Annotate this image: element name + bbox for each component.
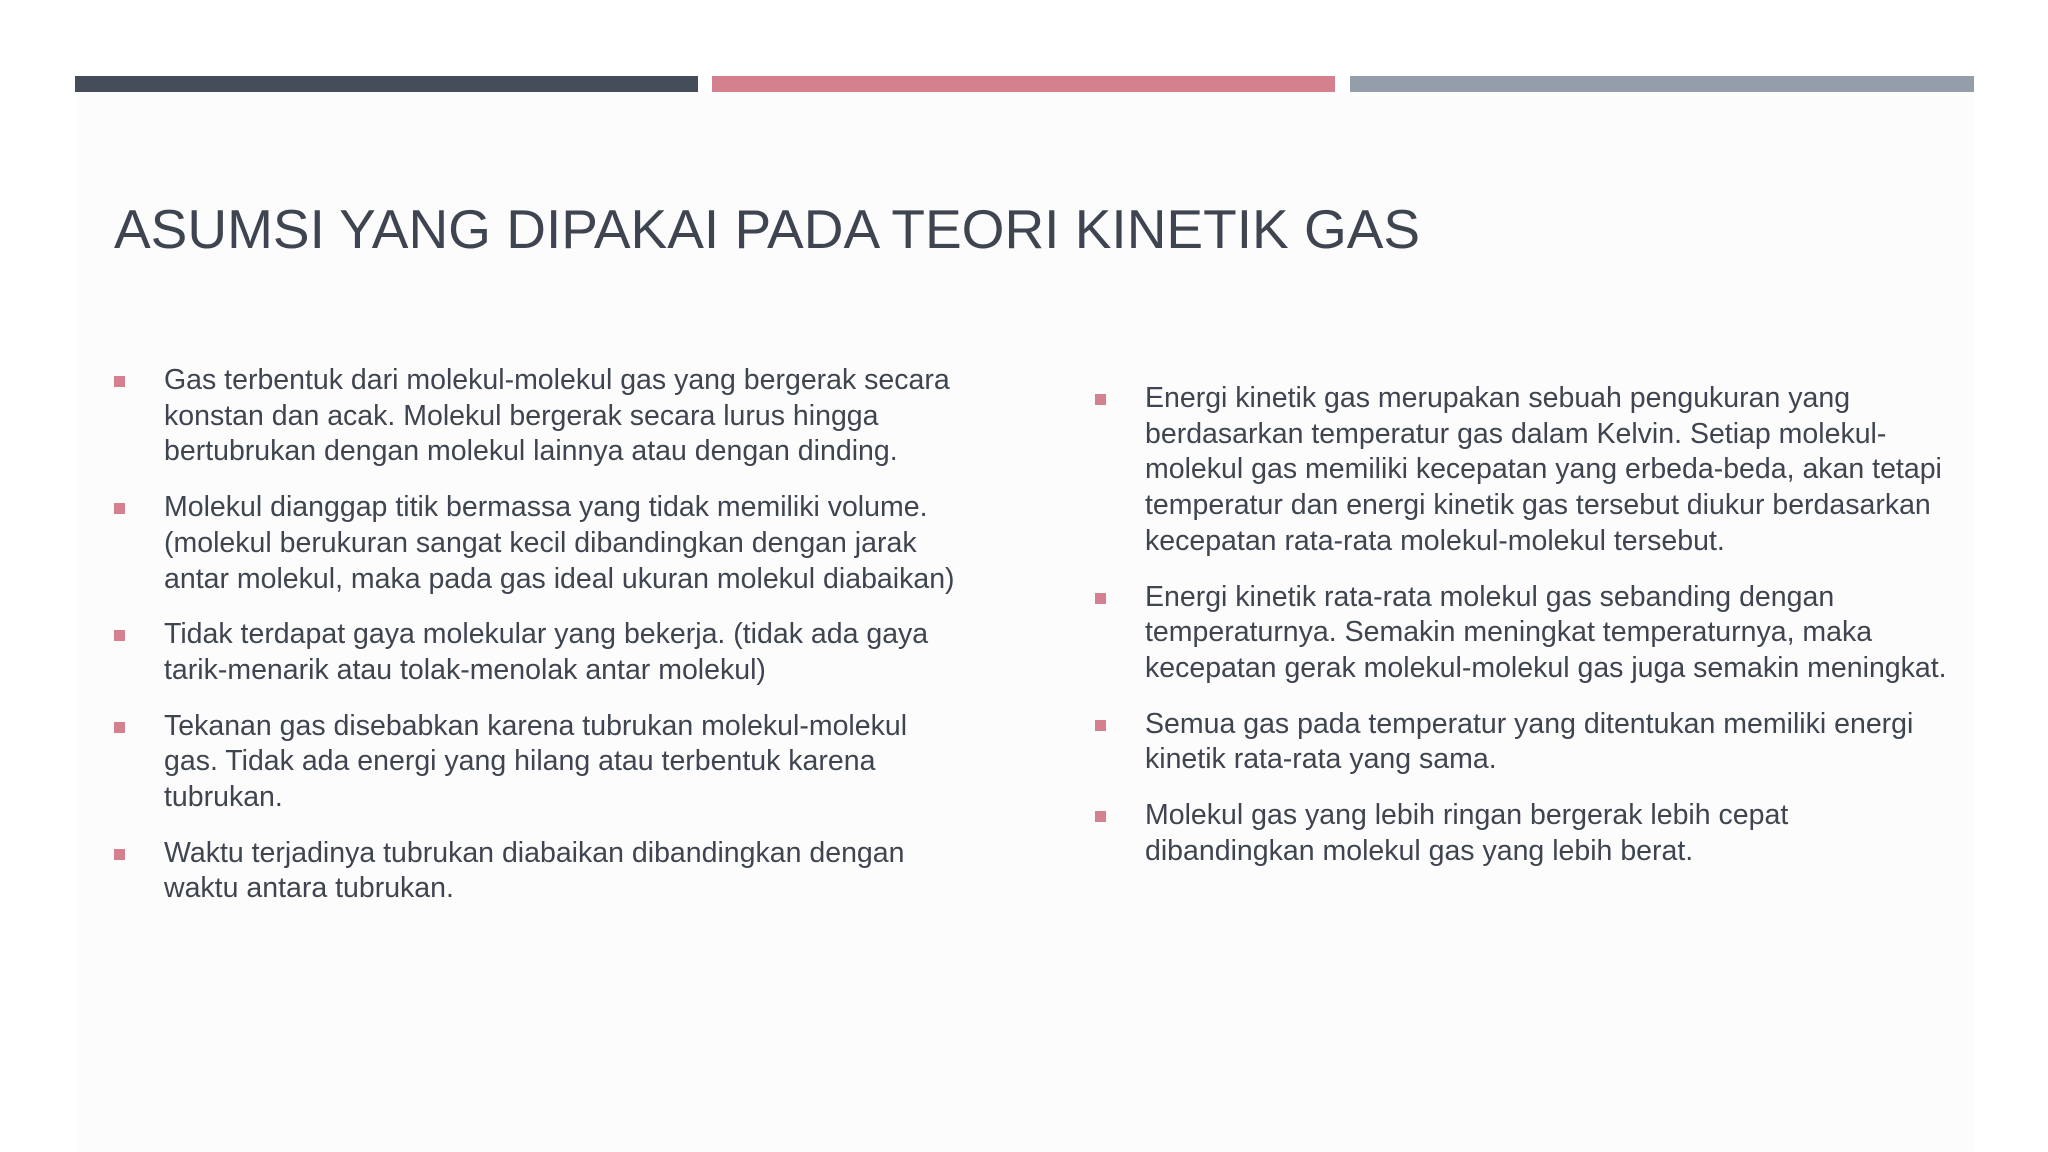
bullet-item — [1095, 798, 1955, 869]
bullet-item — [114, 617, 964, 688]
square-bullet-icon — [1095, 593, 1106, 604]
bullet-item — [114, 490, 964, 597]
square-bullet-icon — [1095, 811, 1106, 822]
bullet-item — [1095, 381, 1955, 560]
accent-bar-pink — [712, 76, 1335, 92]
bullet-text: Molekul dianggap titik bermassa yang tidak memiliki volume. (molekul berukuran sangat kecil dibandingkan dengan jarak antar molekul, maka pada gas ideal ukuran molekul diabaikan) — [164, 491, 955, 595]
bullet-text: Tekanan gas disebabkan karena tubrukan molekul-molekul gas. Tidak ada energi yang hilang atau terbentuk karena tubrukan. — [164, 709, 908, 814]
bullet-text: Semua gas pada temperatur yang ditentukan memiliki energi kinetik rata-rata yang sama. — [1145, 707, 1914, 776]
slide-title: ASUMSI YANG DIPAKAI PADA TEORI KINETIK GAS — [114, 198, 1421, 260]
square-bullet-icon — [1095, 720, 1106, 731]
bullet-text: Tidak terdapat gaya molekular yang bekerja. (tidak ada gaya tarik-menarik atau tolak-menolak antar molekul) — [164, 618, 929, 686]
bullet-item — [114, 709, 964, 816]
bullet-item — [1095, 707, 1955, 778]
bullet-text: Waktu terjadinya tubrukan diabaikan dibandingkan dengan waktu antara tubrukan. — [164, 836, 905, 905]
bullet-item — [1095, 580, 1955, 687]
square-bullet-icon — [114, 849, 125, 860]
bullet-text: Energi kinetik gas merupakan sebuah pengukuran yang berdasarkan temperatur gas dalam Kelvin. Setiap molekul-molekul gas memiliki kecepatan yang erbeda-beda, akan tetapi temperatur dan energi kinetik gas tersebut diukur berdasarkan kecepatan rata-rata molekul-molekul tersebut. — [1145, 382, 1942, 557]
square-bullet-icon — [114, 376, 125, 387]
square-bullet-icon — [114, 722, 125, 733]
bullet-text: Molekul gas yang lebih ringan bergerak lebih cepat dibandingkan molekul gas yang lebih berat. — [1145, 799, 1789, 867]
bullet-item — [114, 836, 964, 907]
accent-bar-dark — [75, 76, 698, 92]
square-bullet-icon — [1095, 394, 1106, 405]
bullet-text: Energi kinetik rata-rata molekul gas sebanding dengan temperaturnya. Semakin meningkat temperaturnya, maka kecepatan gerak molekul-molekul gas juga semakin meningkat. — [1145, 580, 1947, 684]
square-bullet-icon — [114, 630, 125, 641]
bullet-item — [114, 363, 964, 470]
accent-bar-gray — [1350, 76, 1974, 92]
square-bullet-icon — [114, 503, 125, 514]
left-bullet-list — [114, 363, 964, 927]
bullet-text: Gas terbentuk dari molekul-molekul gas yang bergerak secara konstan dan acak. Molekul bergerak secara lurus hingga bertubrukan dengan molekul lainnya atau dengan dinding. — [164, 364, 950, 468]
right-bullet-list — [1095, 381, 1955, 889]
